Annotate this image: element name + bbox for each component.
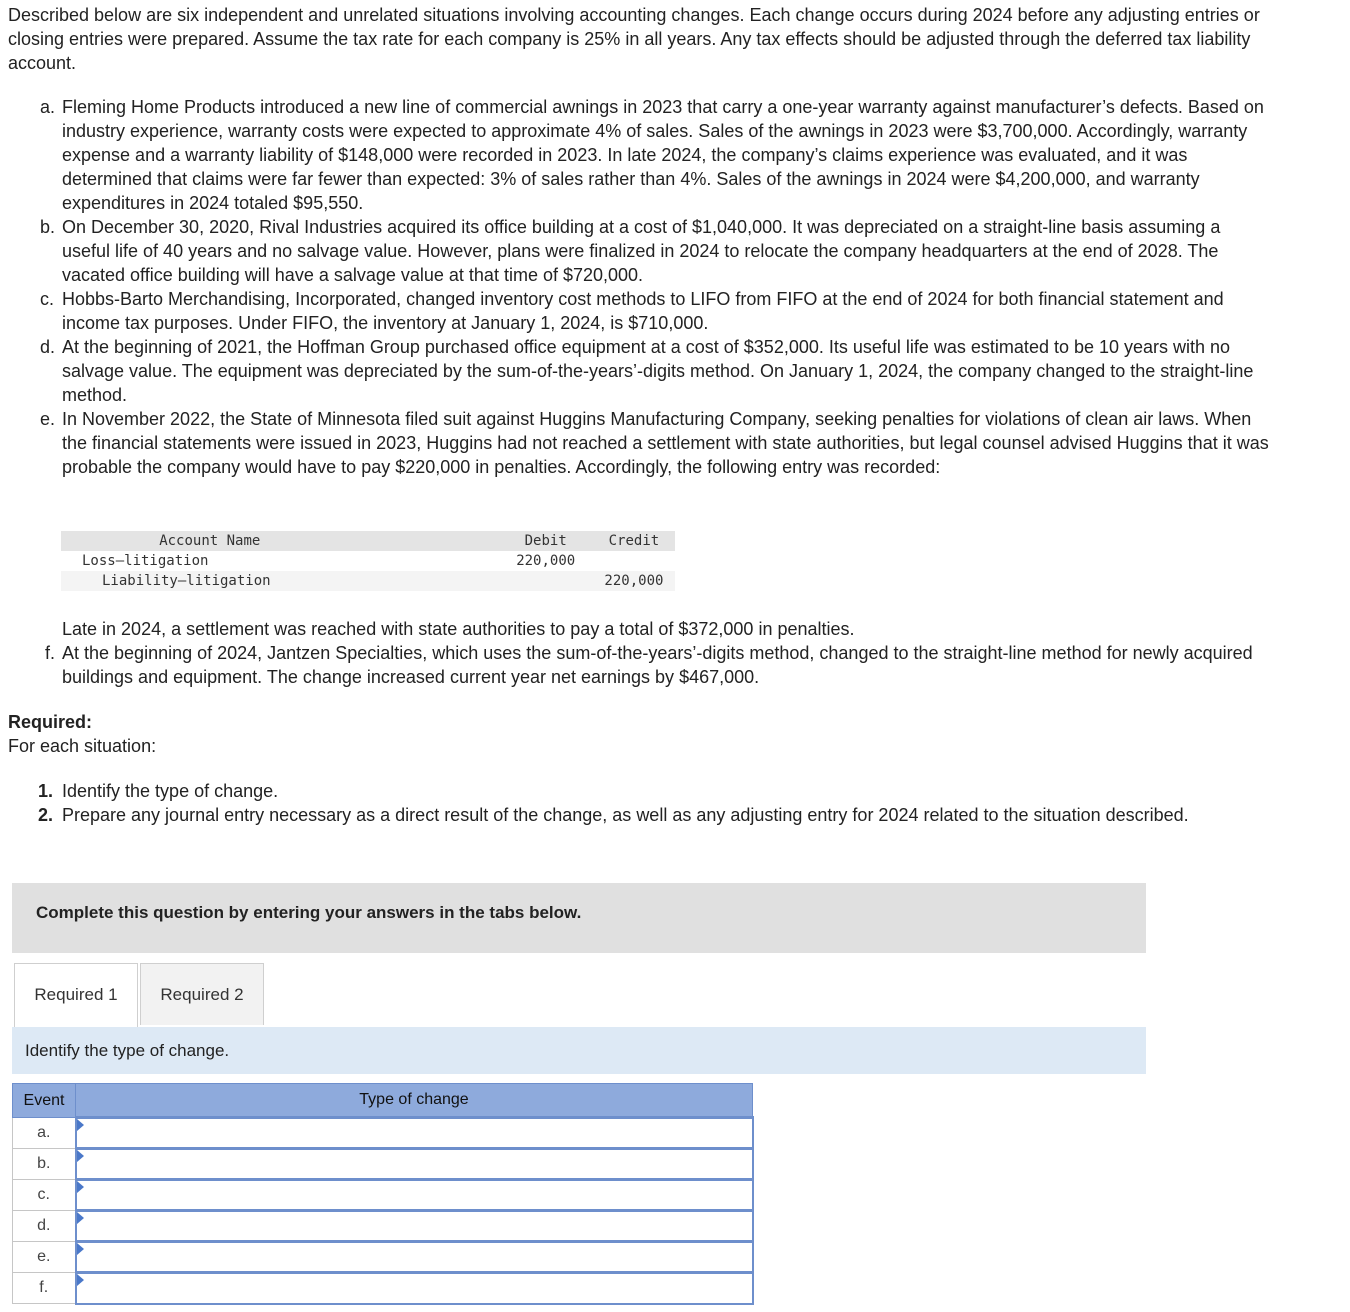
- answer-event-label: b.: [13, 1149, 76, 1180]
- input-marker-icon: [77, 1119, 84, 1131]
- input-marker-icon: [77, 1274, 84, 1286]
- answer-cell: [76, 1118, 753, 1149]
- journal-credit: 220,000: [604, 573, 664, 589]
- type-of-change-input-d[interactable]: [77, 1212, 752, 1240]
- required-section: [8, 710, 156, 758]
- tab-bar: [12, 963, 1146, 1028]
- type-of-change-input-b[interactable]: [77, 1150, 752, 1178]
- tab-required-2[interactable]: Required 2: [140, 963, 264, 1025]
- step-label: 1.: [38, 781, 54, 801]
- situation-text: At the beginning of 2021, the Hoffman Group purchased office equipment at a cost of $352,000. Its useful life was estimated to be 10 years with no salvage value. The equipment was depreciated by the sum-of-the-years’-digits method. On January 1, 2024, the company changed to the straight-line method.: [62, 337, 1254, 405]
- answer-row: [13, 1211, 753, 1242]
- situation-label: a.: [40, 97, 56, 117]
- required-subheading: For each situation:: [8, 736, 157, 756]
- situation-text: Fleming Home Products introduced a new line of commercial awnings in 2023 that carry a one-year warranty against manufacturer’s defects. Based on industry experience, warranty costs were expected to approximate 4% of sales. Sales of the awnings in 2023 were $3,700,000. Accordingly, warranty expense and a warranty liability of $148,000 were recorded in 2023. In late 2024, the company’s claims experience was evaluated, and it was determined that claims were far fewer than expected: 3% of sales rather than 4%. Sales of the awnings in 2024 were $4,200,000, and warranty expenditures in 2024 totaled $95,550.: [62, 97, 1264, 213]
- situation-text: On December 30, 2020, Rival Industries acquired its office building at a cost of $1,040,000. It was depreciated on a straight-line basis assuming a useful life of 40 years and no salvage value. However, plans were finalized in 2024 to relocate the company headquarters at the end of 2028. The vacated office building will have a salvage value at that time of $720,000.: [62, 217, 1221, 285]
- journal-credit: [593, 551, 675, 571]
- journal-row: [61, 551, 675, 571]
- tab-instruction: [12, 1027, 1146, 1074]
- situation-text: At the beginning of 2024, Jantzen Specialties, which uses the sum-of-the-years’-digits method, changed to the straight-line method for newly acquired buildings and equipment. The change increased current year net earnings by $467,000.: [62, 643, 1253, 687]
- required-step: [40, 779, 1270, 803]
- type-of-change-input-c[interactable]: [77, 1181, 752, 1209]
- answer-row: [13, 1180, 753, 1211]
- situation-b: [40, 215, 1270, 287]
- situation-text: Hobbs-Barto Merchandising, Incorporated, changed inventory cost methods to LIFO from FIFO at the end of 2024 for both financial statement and income tax purposes. Under FIFO, the inventory at January 1, 2024, is $710,000.: [62, 289, 1224, 333]
- journal-header-account: Account Name: [159, 533, 261, 549]
- journal-entry-table: [61, 531, 675, 591]
- situation-label: e.: [40, 409, 56, 429]
- journal-header-debit: Debit: [524, 533, 567, 549]
- answer-header-event: Event: [13, 1084, 76, 1118]
- journal-account: Liability—litigation: [102, 573, 271, 589]
- situation-d: [40, 335, 1270, 407]
- answer-cell: [76, 1242, 753, 1273]
- situation-continuation: [40, 617, 1270, 689]
- journal-debit: [499, 571, 593, 591]
- input-marker-icon: [77, 1212, 84, 1224]
- step-text: Identify the type of change.: [62, 781, 279, 801]
- input-marker-icon: [77, 1150, 84, 1162]
- answer-table: [12, 1083, 754, 1305]
- type-of-change-input-f[interactable]: [77, 1274, 752, 1303]
- situation-f: [40, 641, 1270, 689]
- answer-header-type: Type of change: [76, 1084, 753, 1118]
- journal-debit: 220,000: [516, 553, 576, 569]
- answer-row: [13, 1149, 753, 1180]
- situation-label: f.: [45, 643, 56, 663]
- situation-e: [40, 407, 1270, 479]
- journal-header-row: [61, 531, 675, 551]
- answer-row: [13, 1242, 753, 1273]
- answer-event-label: d.: [13, 1211, 76, 1242]
- situation-a: [40, 95, 1270, 215]
- type-of-change-input-a[interactable]: [77, 1119, 752, 1147]
- type-of-change-input-e[interactable]: [77, 1243, 752, 1271]
- journal-header-credit: Credit: [608, 533, 660, 549]
- answer-cell: [76, 1149, 753, 1180]
- answer-cell: [76, 1211, 753, 1242]
- answer-event-label: e.: [13, 1242, 76, 1273]
- answer-cell: [76, 1180, 753, 1211]
- situation-label: c.: [40, 289, 55, 309]
- answer-event-label: a.: [13, 1118, 76, 1149]
- instruction-banner: [12, 883, 1146, 953]
- tab-required-1[interactable]: Required 1: [14, 963, 138, 1027]
- answer-row: [13, 1118, 753, 1149]
- answer-cell: [76, 1273, 753, 1304]
- intro-text: Described below are six independent and unrelated situations involving accounting changes. Each change occurs during 2024 before any adjusting entries or closing entries were prepared. Assume the tax rate for each company is 25% in all years. Any tax effects should be adjusted through the deferred tax liability account.: [8, 5, 1260, 73]
- answer-row: [13, 1273, 753, 1304]
- situation-c: [40, 287, 1270, 335]
- answer-event-label: c.: [13, 1180, 76, 1211]
- journal-row: [61, 571, 675, 591]
- answer-header-row: [13, 1084, 753, 1118]
- answer-event-label: f.: [13, 1273, 76, 1304]
- required-step: [40, 803, 1270, 827]
- journal-account: Loss—litigation: [82, 553, 209, 569]
- situation-label: b.: [40, 217, 56, 237]
- required-heading: Required:: [8, 712, 93, 732]
- input-marker-icon: [77, 1243, 84, 1255]
- banner-text: Complete this question by entering your answers in the tabs below.: [36, 903, 582, 922]
- input-marker-icon: [77, 1181, 84, 1193]
- settlement-text: Late in 2024, a settlement was reached with state authorities to pay a total of $372,000 in penalties.: [62, 619, 855, 639]
- situation-list: [40, 95, 1270, 479]
- required-steps: [40, 779, 1270, 827]
- step-label: 2.: [38, 805, 54, 825]
- situation-label: d.: [40, 337, 56, 357]
- step-text: Prepare any journal entry necessary as a direct result of the change, as well as any adjusting entry for 2024 related to the situation described.: [62, 805, 1189, 825]
- tab-instruction-text: Identify the type of change.: [25, 1041, 230, 1060]
- situation-text: In November 2022, the State of Minnesota filed suit against Huggins Manufacturing Company, seeking penalties for violations of clean air laws. When the financial statements were issued in 2023, Huggins had not reached a settlement with state authorities, but legal counsel advised Huggins that it was probable the company would have to pay $220,000 in penalties. Accordingly, the following entry was recorded:: [62, 409, 1269, 477]
